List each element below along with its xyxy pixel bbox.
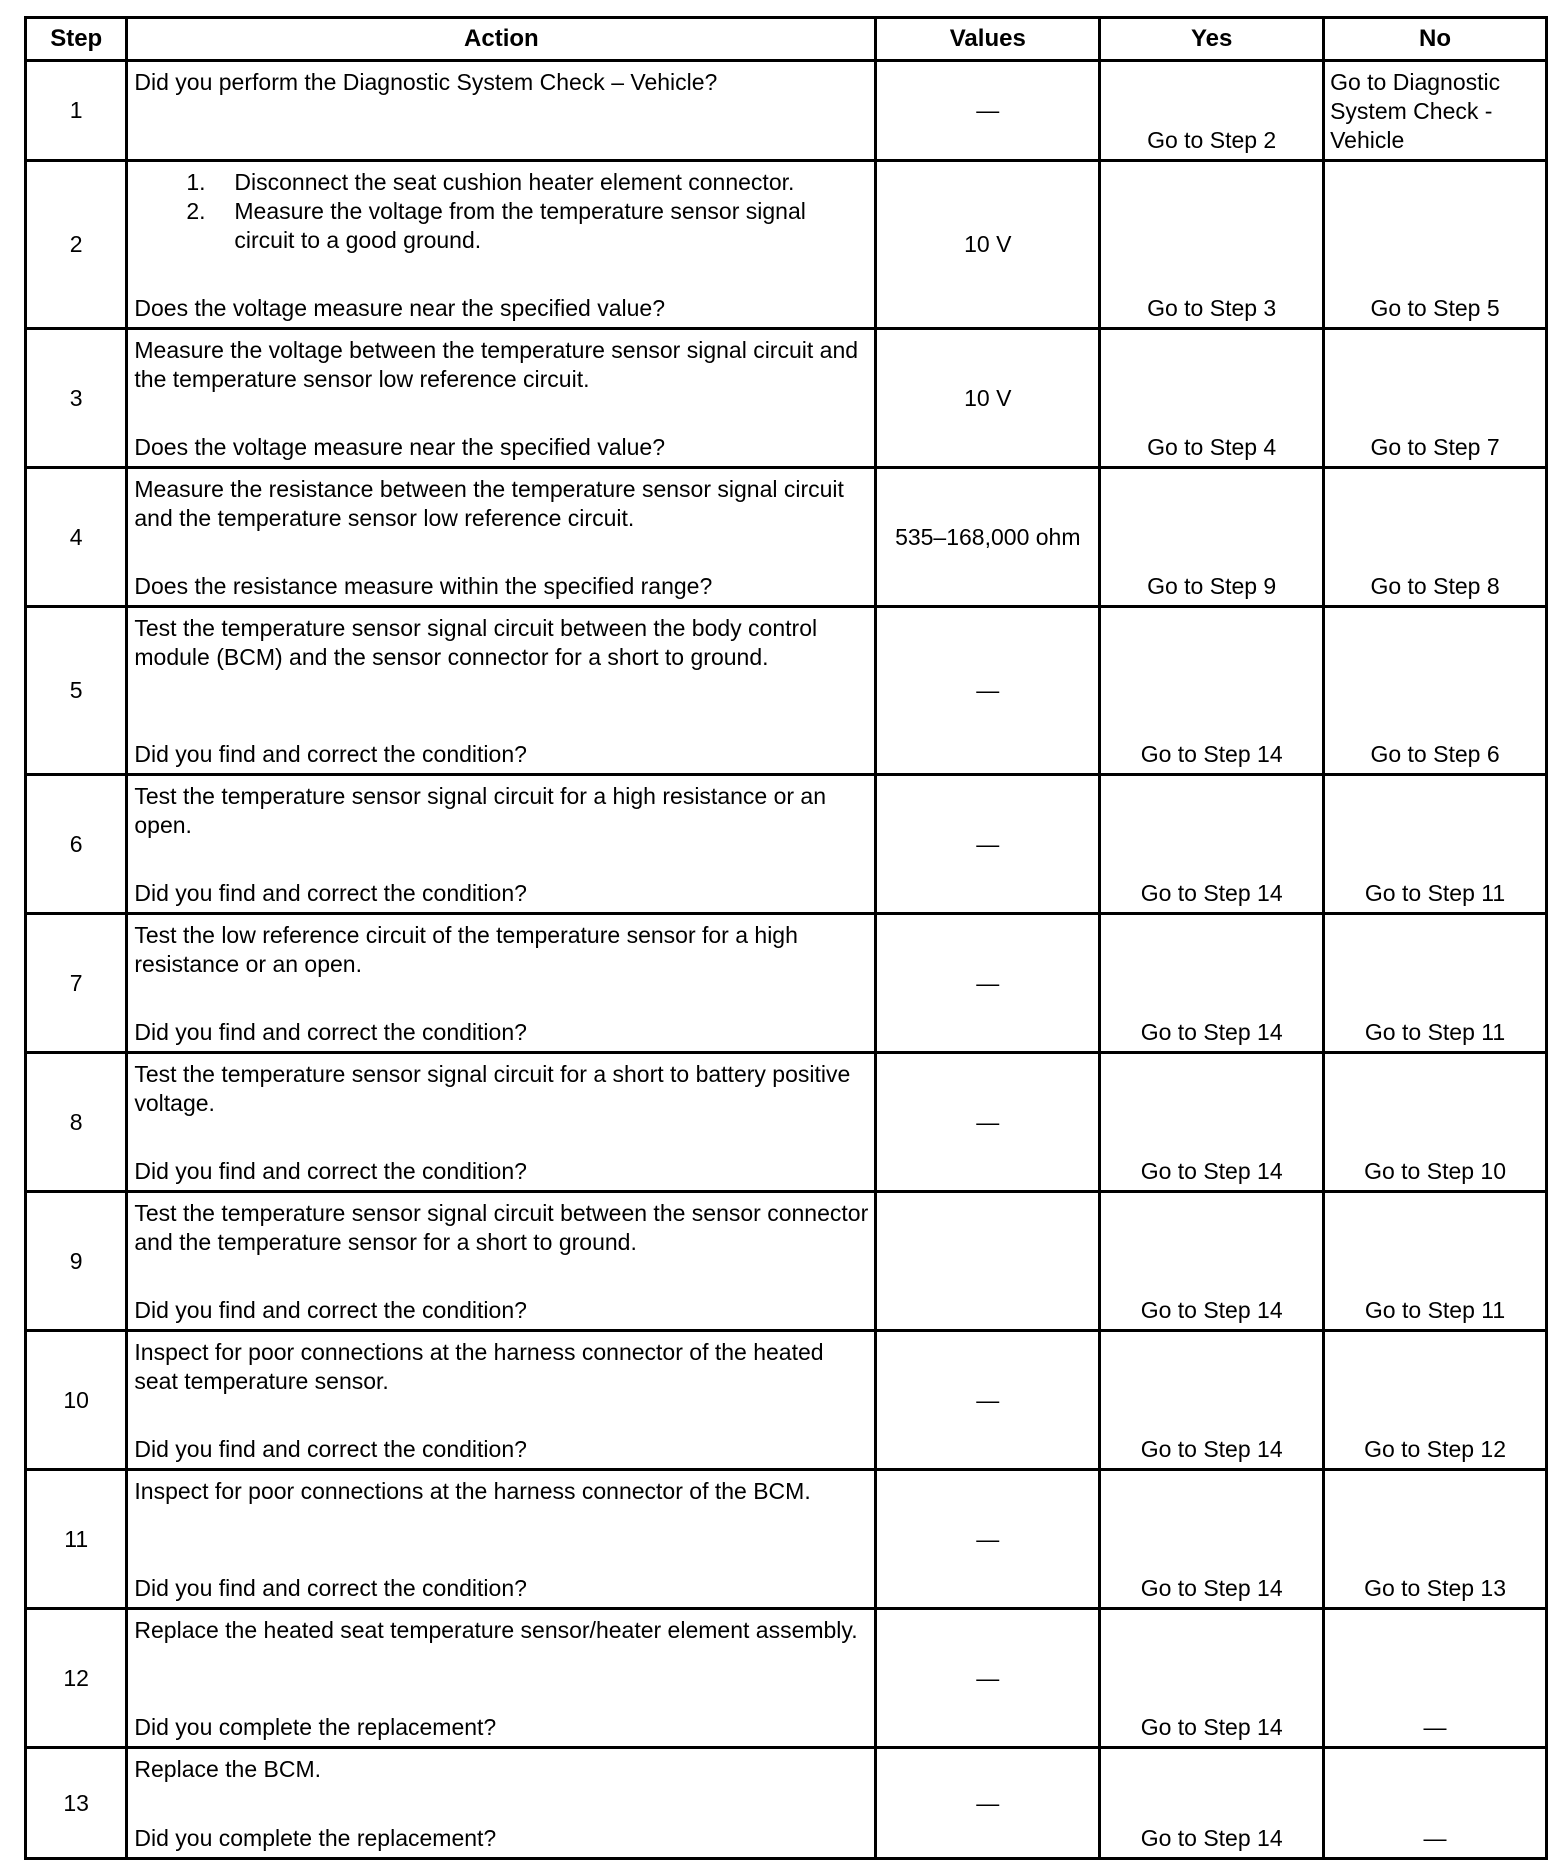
table-row (26, 468, 1547, 607)
header-values: Values (876, 18, 1100, 61)
yes-cell: Go to Step 4 (1100, 329, 1324, 468)
list-item-number: 2. (186, 198, 206, 224)
action-question: Did you find and correct the condition? (134, 880, 527, 906)
value-cell: — (876, 914, 1100, 1053)
step-number: 10 (26, 1331, 127, 1470)
yes-cell: Go to Step 14 (1100, 1748, 1324, 1859)
action-instruction: Replace the BCM. (134, 1756, 322, 1782)
action-question: Does the voltage measure near the specified value? (134, 434, 665, 460)
step-number: 1 (26, 61, 127, 161)
action-cell (127, 607, 876, 775)
action-question: Did you complete the replacement? (134, 1825, 497, 1851)
step-number: 12 (26, 1609, 127, 1748)
header-no: No (1324, 18, 1547, 61)
yes-cell: Go to Step 14 (1100, 1053, 1324, 1192)
action-instruction: Inspect for poor connections at the harness connector of the BCM. (134, 1478, 811, 1504)
table-row (26, 1748, 1547, 1859)
list-item-number: 1. (186, 169, 206, 195)
action-question: Did you find and correct the condition? (134, 741, 527, 767)
action-cell (127, 1192, 876, 1331)
value-cell: 10 V (876, 161, 1100, 329)
yes-cell: Go to Step 14 (1100, 914, 1324, 1053)
value-cell: — (876, 775, 1100, 914)
value-cell: — (876, 1609, 1100, 1748)
action-instruction: Measure the voltage between the temperature sensor signal circuit and the temperature sensor low reference circuit. (134, 337, 859, 392)
step-number: 8 (26, 1053, 127, 1192)
action-question: Did you complete the replacement? (134, 1714, 497, 1740)
action-instruction: Measure the resistance between the temperature sensor signal circuit and the temperature sensor low reference circuit. (134, 476, 844, 531)
action-cell (127, 61, 876, 161)
action-cell (127, 914, 876, 1053)
value-cell: — (876, 1331, 1100, 1470)
table-row (26, 775, 1547, 914)
action-question: Does the resistance measure within the specified range? (134, 573, 713, 599)
yes-cell: Go to Step 14 (1100, 1470, 1324, 1609)
action-cell (127, 1748, 876, 1859)
list-item (186, 168, 868, 197)
no-cell: Go to Step 6 (1324, 607, 1547, 775)
action-instruction: Test the temperature sensor signal circuit between the sensor connector and the temperature sensor for a short to ground. (134, 1200, 869, 1255)
header-step: Step (26, 18, 127, 61)
yes-cell: Go to Step 14 (1100, 1331, 1324, 1470)
yes-cell: Go to Step 14 (1100, 775, 1324, 914)
action-instruction: Test the low reference circuit of the temperature sensor for a high resistance or an open. (134, 922, 798, 977)
action-cell (127, 161, 876, 329)
action-instruction: Did you perform the Diagnostic System Check – Vehicle? (134, 69, 718, 95)
action-instruction: Test the temperature sensor signal circuit for a high resistance or an open. (134, 783, 827, 838)
table-row (26, 1609, 1547, 1748)
value-cell: — (876, 1748, 1100, 1859)
no-cell: Go to Step 5 (1324, 161, 1547, 329)
table-row (26, 1470, 1547, 1609)
value-cell: — (876, 607, 1100, 775)
header-yes: Yes (1100, 18, 1324, 61)
action-instruction: Test the temperature sensor signal circuit between the body control module (BCM) and the sensor connector for a short to ground. (134, 615, 818, 670)
no-cell: Go to Step 11 (1324, 914, 1547, 1053)
table-row (26, 914, 1547, 1053)
table-row (26, 161, 1547, 329)
value-cell (876, 1192, 1100, 1331)
no-cell: Go to Step 8 (1324, 468, 1547, 607)
no-cell: Go to Step 11 (1324, 775, 1547, 914)
action-cell (127, 468, 876, 607)
step-number: 11 (26, 1470, 127, 1609)
value-cell: — (876, 1470, 1100, 1609)
table-row (26, 1331, 1547, 1470)
action-cell (127, 1470, 876, 1609)
action-question: Did you find and correct the condition? (134, 1575, 527, 1601)
no-cell: Go to Step 10 (1324, 1053, 1547, 1192)
table-row (26, 329, 1547, 468)
no-cell: Go to Step 7 (1324, 329, 1547, 468)
no-cell: Go to Step 12 (1324, 1331, 1547, 1470)
list-item (186, 197, 868, 255)
action-instructions-list (134, 168, 868, 255)
step-number: 6 (26, 775, 127, 914)
value-cell: 535–168,000 ohm (876, 468, 1100, 607)
table-row (26, 61, 1547, 161)
step-number: 9 (26, 1192, 127, 1331)
no-cell: — (1324, 1748, 1547, 1859)
table-row (26, 607, 1547, 775)
action-question: Did you find and correct the condition? (134, 1297, 527, 1323)
yes-cell: Go to Step 3 (1100, 161, 1324, 329)
table-row (26, 1192, 1547, 1331)
list-item-text: Measure the voltage from the temperature sensor signal circuit to a good ground. (234, 198, 806, 253)
action-question: Did you find and correct the condition? (134, 1436, 527, 1462)
action-cell (127, 1331, 876, 1470)
action-question: Did you find and correct the condition? (134, 1158, 527, 1184)
action-instruction: Test the temperature sensor signal circuit for a short to battery positive voltage. (134, 1061, 851, 1116)
action-question: Did you find and correct the condition? (134, 1019, 527, 1045)
action-cell (127, 1609, 876, 1748)
yes-cell: Go to Step 9 (1100, 468, 1324, 607)
yes-cell: Go to Step 14 (1100, 1609, 1324, 1748)
action-cell (127, 775, 876, 914)
step-number: 4 (26, 468, 127, 607)
no-cell: Go to Diagnostic System Check - Vehicle (1324, 61, 1547, 161)
action-cell (127, 1053, 876, 1192)
action-instruction: Replace the heated seat temperature sensor/heater element assembly. (134, 1617, 858, 1643)
step-number: 13 (26, 1748, 127, 1859)
value-cell: — (876, 61, 1100, 161)
action-cell (127, 329, 876, 468)
step-number: 7 (26, 914, 127, 1053)
value-cell: — (876, 1053, 1100, 1192)
yes-cell: Go to Step 2 (1100, 61, 1324, 161)
action-question: Does the voltage measure near the specified value? (134, 295, 665, 321)
step-number: 5 (26, 607, 127, 775)
no-cell: Go to Step 13 (1324, 1470, 1547, 1609)
value-cell: 10 V (876, 329, 1100, 468)
table-row (26, 1053, 1547, 1192)
no-cell: — (1324, 1609, 1547, 1748)
yes-cell: Go to Step 14 (1100, 607, 1324, 775)
diagnostic-table (24, 16, 1548, 1860)
action-instruction: Inspect for poor connections at the harness connector of the heated seat temperature sensor. (134, 1339, 824, 1394)
list-item-text: Disconnect the seat cushion heater element connector. (234, 169, 795, 195)
no-cell: Go to Step 11 (1324, 1192, 1547, 1331)
header-row (26, 18, 1547, 61)
step-number: 2 (26, 161, 127, 329)
header-action: Action (127, 18, 876, 61)
yes-cell: Go to Step 14 (1100, 1192, 1324, 1331)
step-number: 3 (26, 329, 127, 468)
